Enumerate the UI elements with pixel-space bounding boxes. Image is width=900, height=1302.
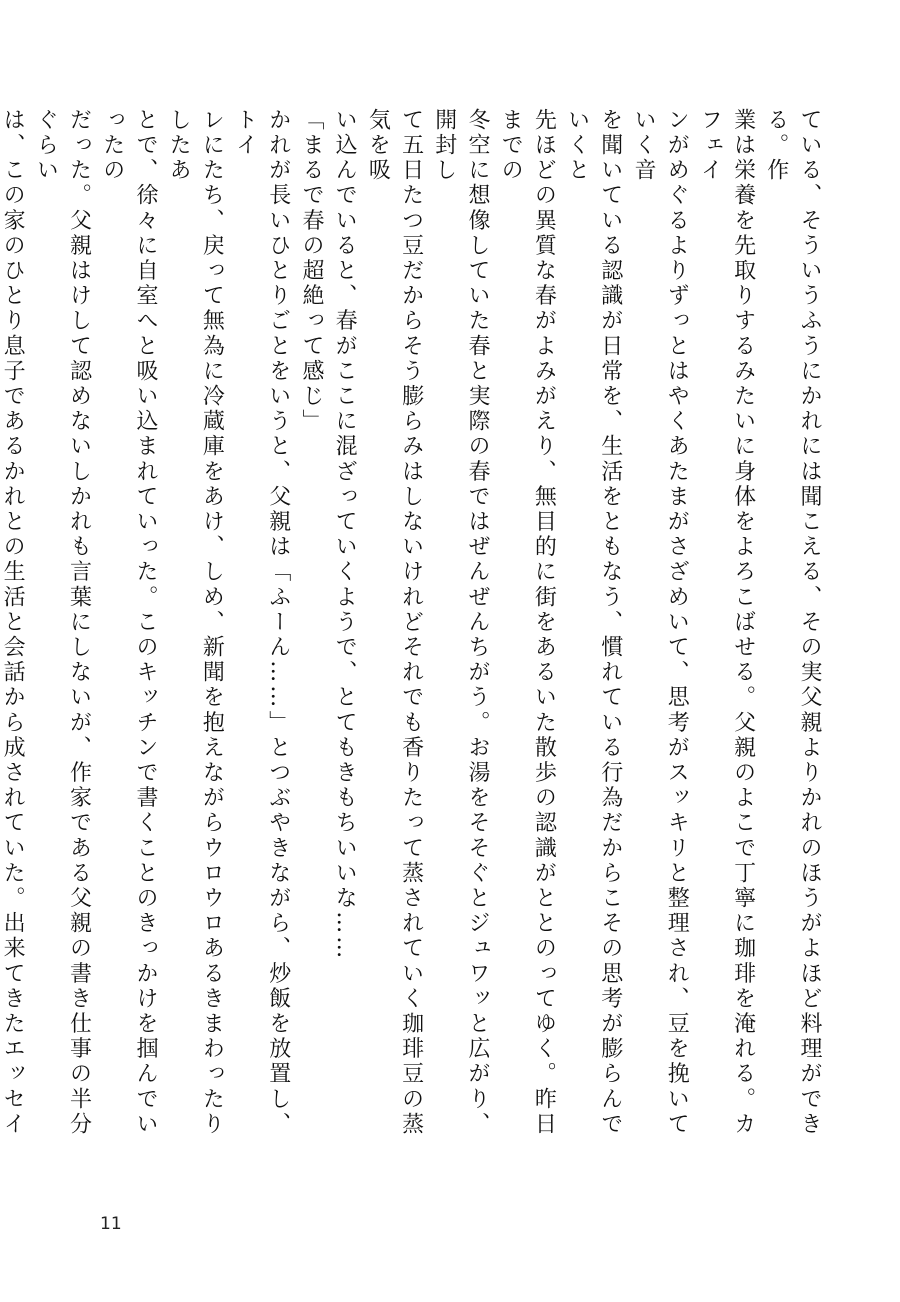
body-text (0, 108, 826, 1158)
page-number: 11 (100, 1214, 122, 1234)
paragraph-father-cooking: ている、そういうふうにかれには聞こえる、その実父親よりかれのほうがよほど料理ができる。作 業は栄養を先取りするみたいに身体をよろこばせる。父親のよこで丁寧に珈琲を淹れる。カフェイ ンがめぐるよりずっとはやくあたまがさざめいて、思考がスッキリと整理され、豆を挽いていく音 を聞いている認識が日常を、生活をともなう、慣れている行為だからこその思考が膨らんでいくと 先ほどの異質な春がよみがえり、無目的に街をあるいた散歩の認識がととのってゆく。昨日までの 冬空に想像していた春と実際の春ではぜんぜんちがう。お湯をそそぐとジュワッと広がり、開封し て五日たつ豆だからそう膨らみはしないけれどそれでも香りたって蒸されていく珈琲豆の蒸気を吸 い込んでいると、春がここに混ざっていくようで、とてもきもちいいな…… (332, 108, 822, 1138)
paragraph-quote-spring: 「まるで春の超絶って感じ」 (298, 108, 324, 435)
paragraph-father-writing: かれが長いひとりごとをいうと、父親は「ふーん……」とつぶやきながら、炒飯を放置し、トイ レにたち、戻って無為に冷蔵庫をあけ、しめ、新聞を抱えながらウロウロあるきまわったりしたあ とで、徐々に自室へと吸い込まれていった。このキッチンで書くことのきっかけを掴んでいったの だった。父親はけして認めないしかれも言葉にしないが、作家である父親の書き仕事の半分ぐらい は、この家のひとり息子であるかれとの生活と会話から成されていた。出来てきたエッセイ (0, 108, 291, 1138)
